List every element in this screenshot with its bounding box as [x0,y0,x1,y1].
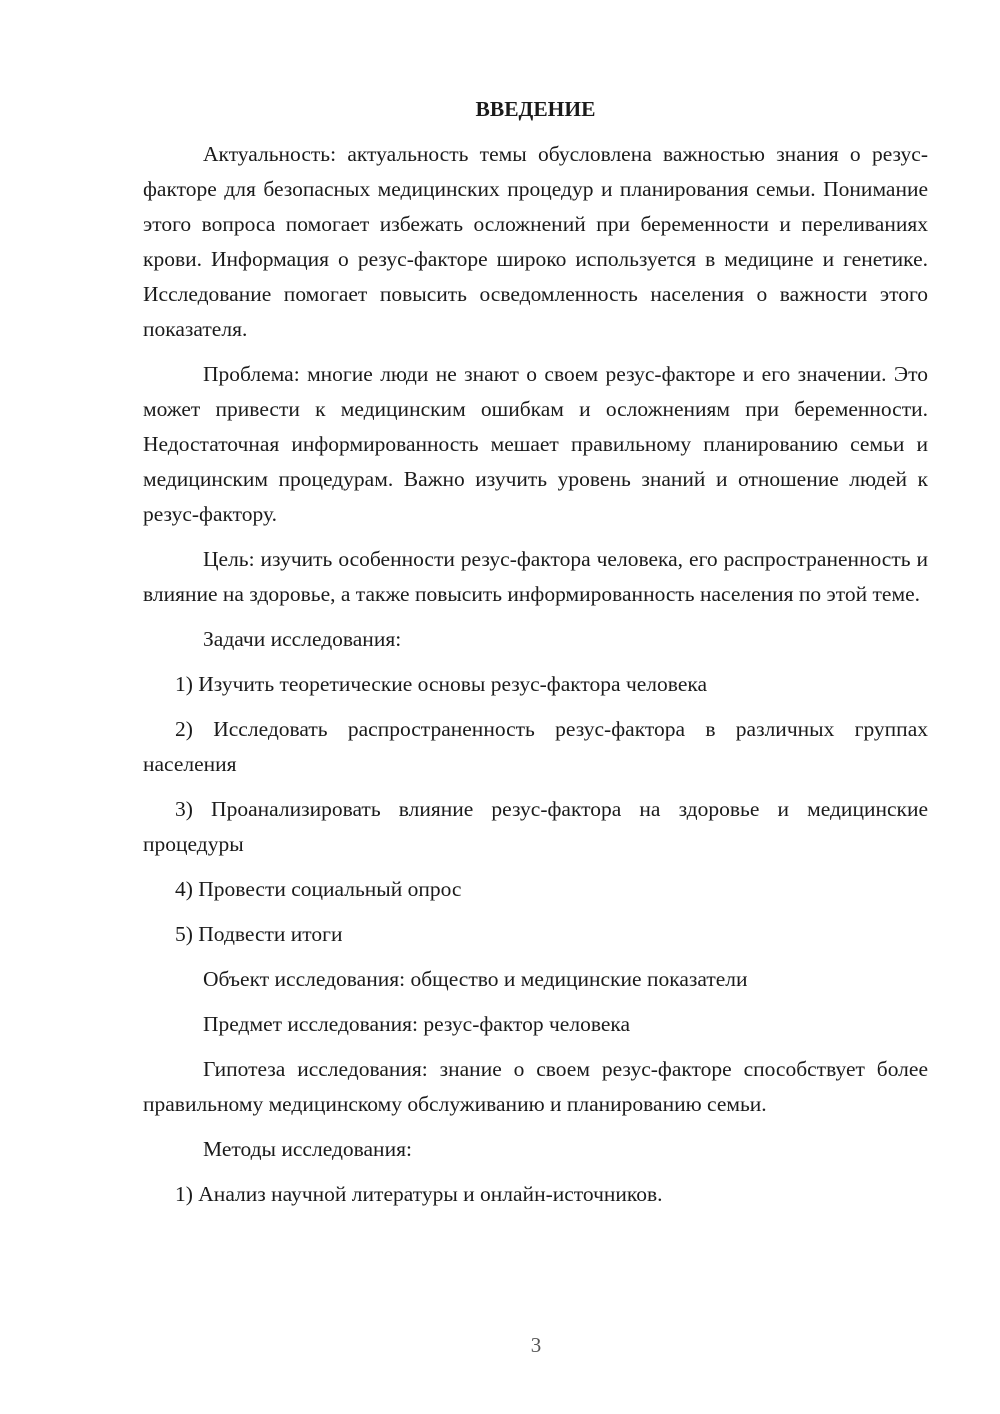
relevance-paragraph: Актуальность: актуальность темы обусловлена важностью знания о резус-факторе для безопасных медицинских процедур и планирования семьи. Понимание этого вопроса помогает избежать осложнений при беременности и переливаниях крови. Информация о резус-факторе широко используется в медицине и генетике. Исследование помогает повысить осведомленность населения о важности этого показателя. [143,142,928,341]
hypothesis-paragraph: Гипотеза исследования: знание о своем резус-факторе способствует более правильному медицинскому обслуживанию и планированию семьи. [143,1057,928,1116]
task-item-5: 5) Подвести итоги [175,922,343,946]
task-item-3: 3) Проанализировать влияние резус-фактора на здоровье и медицинские процедуры [143,797,928,856]
methods-heading: Методы исследования: [203,1137,412,1161]
task-item-4: 4) Провести социальный опрос [175,877,462,901]
method-item-1: 1) Анализ научной литературы и онлайн-источников. [175,1182,663,1206]
object-line: Объект исследования: общество и медицинские показатели [203,967,748,991]
subject-line: Предмет исследования: резус-фактор человека [203,1012,631,1036]
problem-paragraph: Проблема: многие люди не знают о своем резус-факторе и его значении. Это может привести к медицинским ошибкам и осложнениям при беременности. Недостаточная информированность мешает правильному планированию семьи и медицинским процедурам. Важно изучить уровень знаний и отношение людей к резус-фактору. [143,362,928,526]
document-page [143,92,928,1222]
task-item-1: 1) Изучить теоретические основы резус-фактора человека [175,672,708,696]
tasks-heading: Задачи исследования: [203,627,402,651]
goal-paragraph: Цель: изучить особенности резус-фактора человека, его распространенность и влияние на здоровье, а также повысить информированность населения по этой теме. [143,547,928,606]
section-title: ВВЕДЕНИЕ [475,97,596,121]
page-number: 3 [530,1333,542,1357]
task-item-2: 2) Исследовать распространенность резус-фактора в различных группах населения [143,717,928,776]
